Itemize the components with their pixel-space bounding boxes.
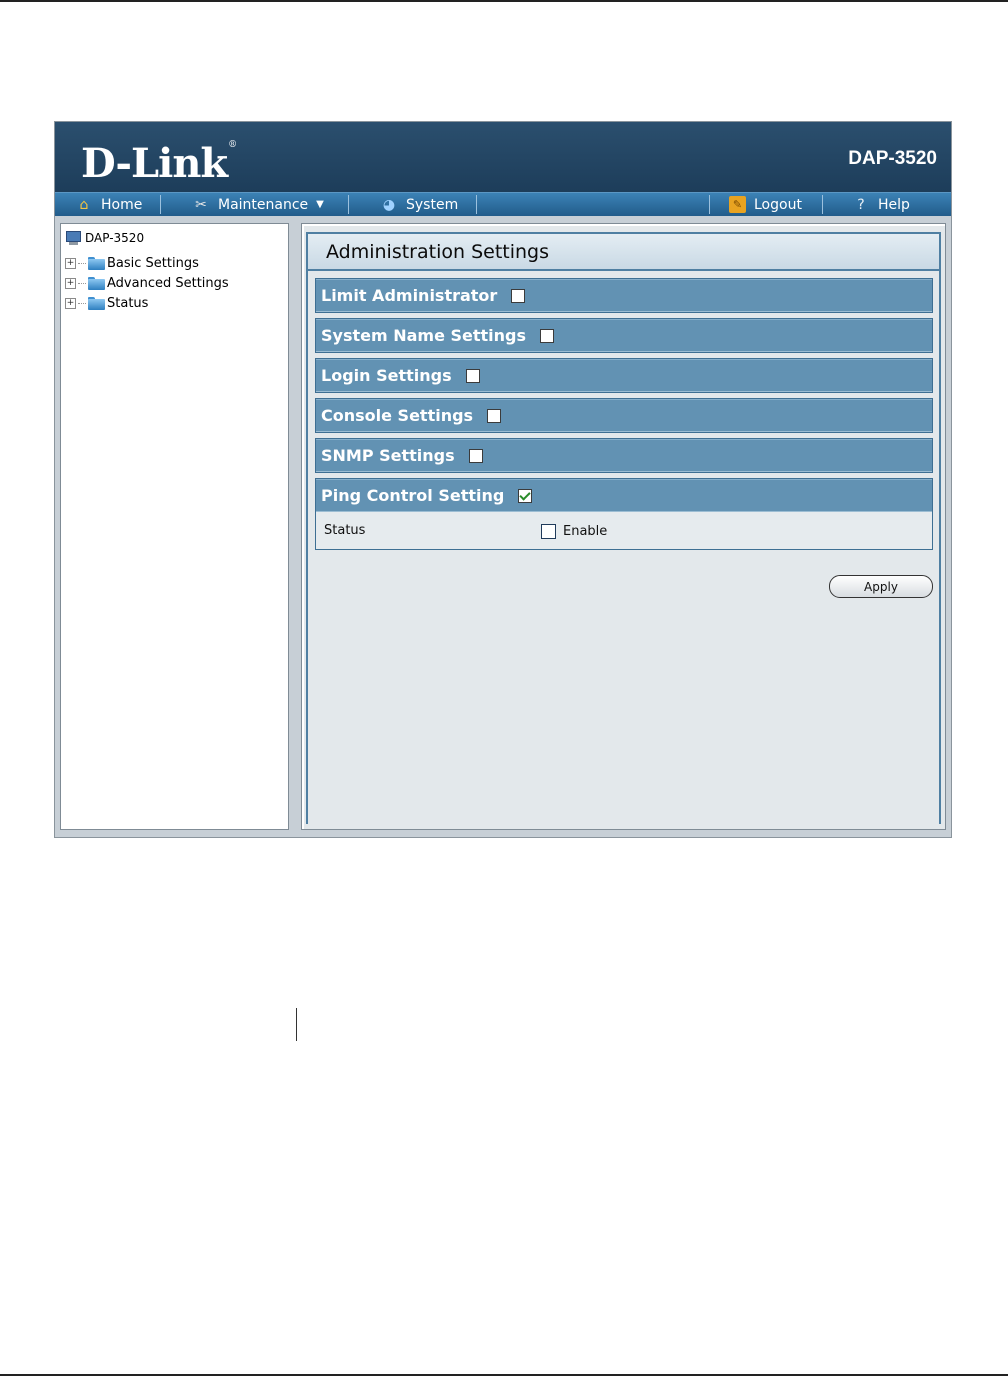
- apply-button[interactable]: Apply: [829, 575, 933, 598]
- menu-maintenance-label: Maintenance: [218, 196, 309, 213]
- section-label: System Name Settings: [321, 326, 527, 345]
- tree-item-label: Status: [107, 296, 149, 311]
- tree-connector: [78, 263, 86, 264]
- dlink-logo: D-Link®: [81, 140, 237, 187]
- menu-maintenance[interactable]: [182, 193, 334, 216]
- section-label: Console Settings: [321, 406, 474, 425]
- section-login-settings[interactable]: [315, 358, 933, 393]
- tree-root-label: DAP-3520: [85, 231, 145, 245]
- tree-item-basic-settings[interactable]: [65, 256, 199, 271]
- logout-icon: ✎: [729, 196, 746, 213]
- login-settings-checkbox[interactable]: [466, 369, 480, 383]
- menu-separator: [160, 195, 161, 214]
- menu-separator: [709, 195, 710, 214]
- tree-item-label: Advanced Settings: [107, 276, 229, 291]
- page-top-rule: [0, 0, 1008, 2]
- ping-control-body: [315, 512, 933, 550]
- menu-system-label: System: [406, 196, 459, 213]
- help-icon: ?: [857, 196, 865, 213]
- page-bottom-rule: [0, 1374, 1008, 1376]
- tools-icon: ✂: [195, 196, 207, 213]
- tree-connector: [78, 303, 86, 304]
- page-margin-rule: [296, 1008, 297, 1041]
- expand-icon[interactable]: +: [66, 258, 75, 268]
- section-title: [321, 366, 480, 385]
- page-title: Administration Settings: [326, 241, 549, 263]
- menu-help-label: Help: [878, 196, 910, 213]
- browser-window: [55, 122, 951, 837]
- section-limit-administrator[interactable]: [315, 278, 933, 313]
- navigation-tree: [60, 223, 289, 830]
- menu-separator: [476, 195, 477, 214]
- menu-home[interactable]: [65, 193, 152, 216]
- menu-system[interactable]: [370, 193, 468, 216]
- tree-item-label: Basic Settings: [107, 256, 199, 271]
- section-label: SNMP Settings: [321, 446, 455, 465]
- tree-root-device[interactable]: [65, 230, 144, 246]
- menu-separator: [822, 195, 823, 214]
- menu-logout[interactable]: [719, 193, 812, 216]
- section-title: [321, 486, 532, 505]
- menu-help[interactable]: [842, 193, 920, 216]
- menu-home-label: Home: [101, 196, 143, 213]
- enable-label: Enable: [563, 524, 608, 539]
- header-banner: [55, 122, 951, 192]
- section-title: [321, 286, 525, 305]
- home-icon: ⌂: [79, 196, 89, 213]
- tree-item-advanced-settings[interactable]: [65, 276, 229, 291]
- top-menubar: [55, 192, 951, 216]
- ping-control-setting-checkbox[interactable]: [518, 489, 532, 503]
- computer-icon: [65, 230, 81, 246]
- page-header: [308, 232, 939, 271]
- globe-icon: ◕: [382, 196, 396, 213]
- content-frame: [306, 232, 941, 824]
- snmp-settings-checkbox[interactable]: [469, 449, 483, 463]
- enable-checkbox[interactable]: [541, 524, 556, 539]
- section-snmp-settings[interactable]: [315, 438, 933, 473]
- section-ping-control-setting[interactable]: [315, 478, 933, 513]
- system-name-settings-checkbox[interactable]: [540, 329, 554, 343]
- expand-icon[interactable]: +: [66, 278, 75, 288]
- folder-icon: [88, 257, 105, 270]
- folder-icon: [88, 297, 105, 310]
- folder-icon: [88, 277, 105, 290]
- expand-icon[interactable]: +: [66, 298, 75, 308]
- menu-separator: [348, 195, 349, 214]
- console-settings-checkbox[interactable]: [487, 409, 501, 423]
- model-name: DAP-3520: [848, 148, 937, 169]
- section-console-settings[interactable]: [315, 398, 933, 433]
- content-panel: [301, 223, 946, 830]
- section-label: Limit Administrator: [321, 286, 498, 305]
- limit-administrator-checkbox[interactable]: [511, 289, 525, 303]
- tree-item-status[interactable]: [65, 296, 148, 311]
- status-label: Status: [324, 523, 366, 538]
- section-system-name-settings[interactable]: [315, 318, 933, 353]
- chevron-down-icon: ▼: [316, 199, 324, 210]
- section-label: Login Settings: [321, 366, 452, 385]
- section-title: [321, 406, 501, 425]
- enable-option[interactable]: [541, 524, 607, 539]
- menu-logout-label: Logout: [754, 196, 802, 213]
- section-title: [321, 326, 554, 345]
- tree-connector: [78, 283, 86, 284]
- section-title: [321, 446, 483, 465]
- section-label: Ping Control Setting: [321, 486, 505, 505]
